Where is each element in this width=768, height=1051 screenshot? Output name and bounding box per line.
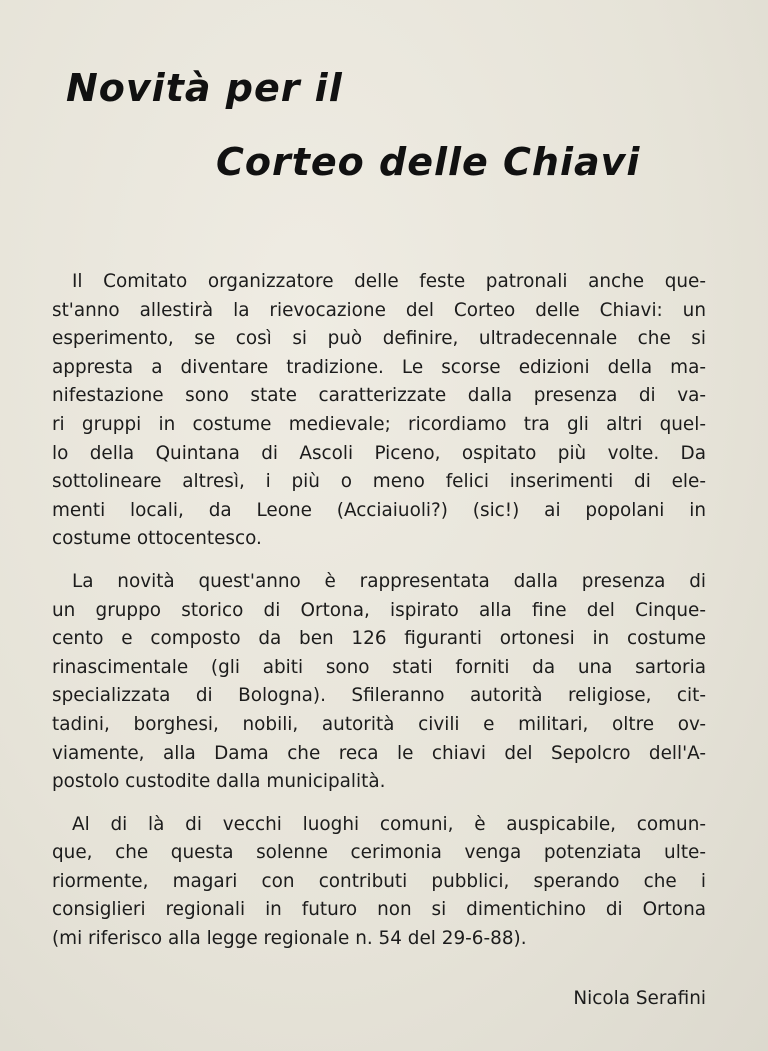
text-line: Il Comitato organizzatore delle feste patronali anche que-: [72, 271, 706, 292]
text-line: menti locali, da Leone (Acciaiuoli?) (sic!) ai popolani in: [52, 499, 706, 521]
article-title-line-2: Corteo delle Chiavi: [216, 140, 641, 184]
article-title-line-1: Novità per il: [66, 66, 343, 110]
text-line: que, che questa solenne cerimonia venga potenziata ulte-: [52, 842, 706, 864]
text-line: viamente, alla Dama che reca le chiavi del Sepolcro dell'A-: [52, 742, 706, 764]
text-line: ri gruppi in costume medievale; ricordiamo tra gli altri quel-: [52, 413, 706, 435]
text-line: La novità quest'anno è rappresentata dalla presenza di: [72, 570, 706, 592]
text-line: tadini, borghesi, nobili, autorità civili e militari, oltre ov-: [52, 713, 706, 735]
text-line: lo della Quintana di Ascoli Piceno, ospitato più volte. Da: [52, 442, 706, 464]
text-line: specializzata di Bologna). Sfileranno autorità religiose, cit-: [52, 685, 706, 707]
author-signature: Nicola Serafini: [573, 988, 706, 1009]
text-line: consiglieri regionali in futuro non si dimentichino di Ortona: [52, 899, 706, 921]
article-paragraph-3: [52, 811, 706, 954]
text-line: postolo custodite dalla municipalità.: [52, 771, 386, 793]
text-line: esperimento, se così si può definire, ultradecennale che si: [52, 328, 706, 350]
text-line: appresta a diventare tradizione. Le scorse edizioni della ma-: [52, 356, 706, 378]
text-line: nifestazione sono state caratterizzate dalla presenza di va-: [52, 385, 706, 407]
text-line: (mi riferisco alla legge regionale n. 54 del 29-6-88).: [52, 928, 527, 950]
text-line: sottolineare altresì, i più o meno felici inserimenti di ele-: [52, 471, 706, 493]
article-paragraph-1: [52, 268, 706, 554]
text-line: Al di là di vecchi luoghi comuni, è auspicabile, comun-: [72, 813, 706, 835]
article-paragraph-2: [52, 568, 706, 797]
article-body: [52, 268, 706, 954]
text-line: cento e composto da ben 126 figuranti ortonesi in costume: [52, 628, 706, 650]
text-line: un gruppo storico di Ortona, ispirato alla fine del Cinque-: [52, 599, 706, 621]
text-line: st'anno allestirà la rievocazione del Corteo delle Chiavi: un: [52, 299, 706, 321]
text-line: riormente, magari con contributi pubblici, sperando che i: [52, 870, 706, 892]
text-line: rinascimentale (gli abiti sono stati forniti da una sartoria: [52, 656, 706, 678]
text-line: costume ottocentesco.: [52, 528, 262, 550]
